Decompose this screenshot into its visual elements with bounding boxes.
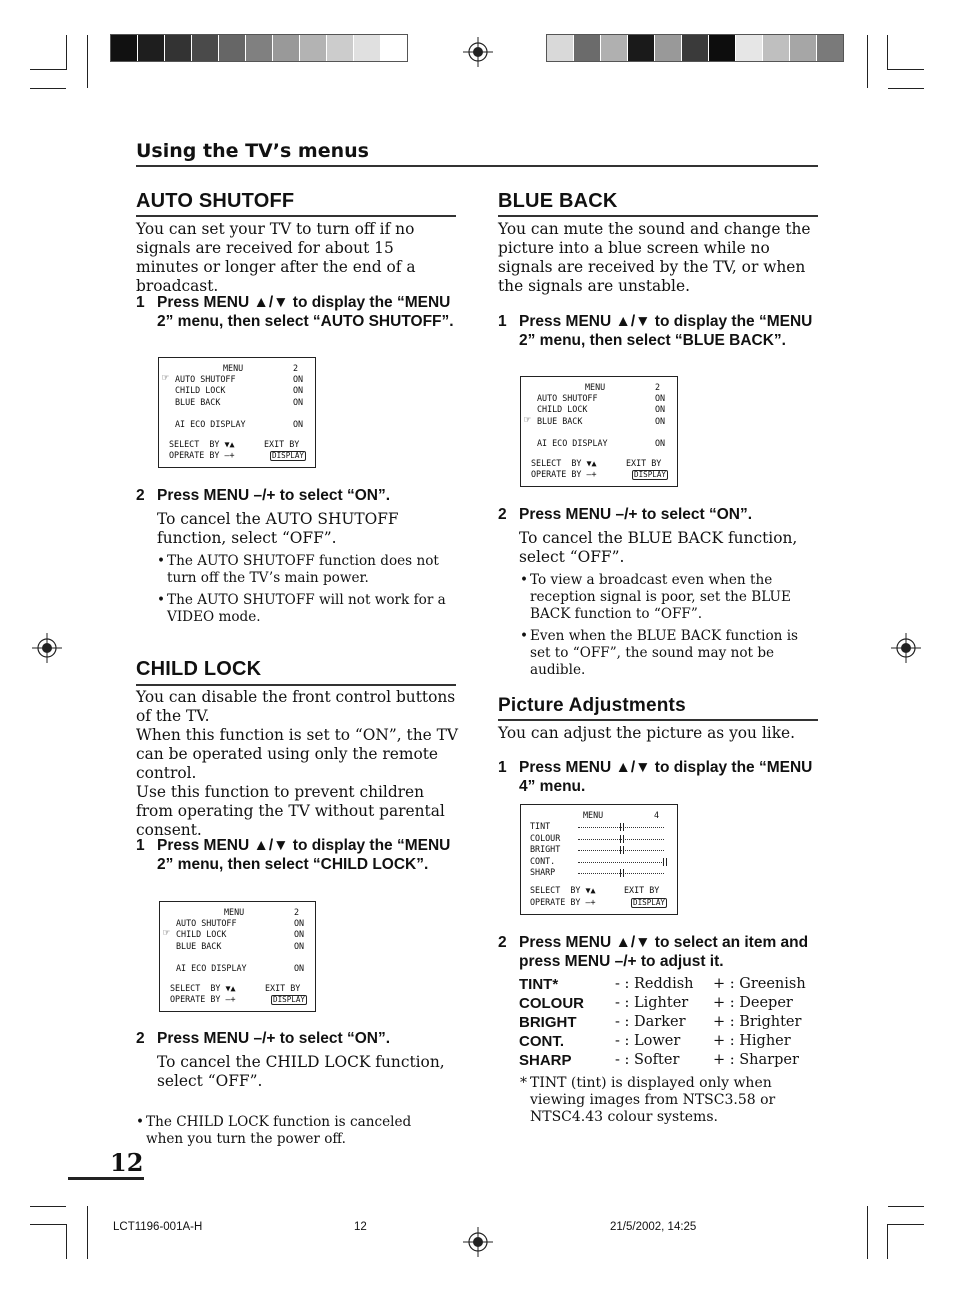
step-number: 2 [136,1030,145,1047]
menu-item-label: BLUE BACK [176,941,222,951]
child-lock-cancel: To cancel the CHILD LOCK function, select “OFF”. [157,1053,445,1090]
adjust-item: COLOUR [519,995,584,1012]
level-marker [620,823,621,831]
menu-item-label: AUTO SHUTOFF [175,374,236,384]
step-number: 1 [136,837,145,854]
level-track [578,827,664,828]
menu4-screen [520,804,678,915]
auto-shutoff-step2 [136,486,462,505]
plus-effect: + : Sharper [713,1052,799,1068]
level-marker [623,835,624,843]
child-lock-intro [136,688,458,840]
display-key-wrap [271,994,307,1005]
plus-effect: + : Deeper [713,995,793,1011]
level-marker [623,869,624,877]
blue-back-step1 [498,312,824,350]
menu-item-label: CHILD LOCK [175,385,226,395]
level-track [578,873,664,874]
table-row [519,1033,806,1052]
blue-back-heading: BLUE BACK [498,190,618,212]
menu-item-value: ON [655,393,666,403]
hand-pointer-icon: ☞ [163,926,170,939]
menu-item-value: ON [293,385,304,395]
menu-item-label: TINT [530,821,551,831]
step-text: Press MENU ▲/▼ to display the “MENU 2” menu, then select “CHILD LOCK”. [157,837,451,873]
color-swatch [246,35,273,61]
note-text: To view a broadcast even when the reception signal is poor, set the BLUE BACK function to “OFF”. [530,572,791,622]
plus-effect: + : Greenish [713,976,806,992]
menu2-screen-blue-back [520,376,678,487]
menu-number: 2 [655,382,661,392]
table-row [519,1014,806,1033]
registration-mark-icon [463,1227,493,1257]
intro-line: Use this function to prevent children from operating the TV without parental consent. [136,783,445,839]
color-swatch [327,35,354,61]
color-swatch [354,35,381,61]
note-text: The CHILD LOCK function is canceled when you turn the power off. [146,1114,412,1147]
table-row [519,976,806,995]
color-swatch [709,35,736,61]
exit-hint: EXIT BY [624,885,660,895]
color-swatch [111,35,138,61]
footer-doc-code: LCT1196-001A-H [113,1221,203,1233]
heading-rule [498,215,818,217]
step-number: 1 [498,759,507,776]
footnote-text: TINT (tint) is displayed only when viewing images from NTSC3.58 or NTSC4.43 colour systems. [530,1075,776,1125]
menu2-screen-auto-shutoff [158,357,316,468]
select-hint: SELECT BY ▼▲ [169,439,235,449]
level-marker [620,835,621,843]
menu-item-value: ON [655,416,666,426]
adjust-item: CONT. [519,1033,564,1050]
intro-line: When this function is set to “ON”, the TV can be operated using only the remote control. [136,726,458,782]
auto-shutoff-heading: AUTO SHUTOFF [136,190,295,212]
adjustment-table [519,976,806,1071]
operate-hint: OPERATE BY –+ [530,897,596,907]
note-item: • The CHILD LOCK function is canceled when you turn the power off. [136,1114,412,1147]
heading-rule [136,684,456,686]
menu-item-value: ON [655,438,666,448]
step-text: Press MENU ▲/▼ to display the “MENU 4” menu. [519,759,813,795]
menu-number: 4 [654,810,660,820]
picture-adjustments-heading: Picture Adjustments [498,695,686,716]
color-swatch [682,35,709,61]
color-swatch [655,35,682,61]
menu-title: MENU [224,907,245,917]
color-swatch [574,35,601,61]
picture-step2 [498,933,824,971]
plus-effect: + : Higher [713,1033,791,1049]
plus-effect: + : Brighter [713,1014,802,1030]
menu2-screen-child-lock [159,901,316,1012]
child-lock-heading: CHILD LOCK [136,658,262,680]
exit-hint: EXIT BY [264,439,300,449]
menu-item-label: AI ECO DISPLAY [537,438,608,448]
color-swatch [763,35,790,61]
step-text: Press MENU ▲/▼ to select an item and press MENU –/+ to adjust it. [519,934,809,970]
color-swatch [817,35,843,61]
color-swatch [547,35,574,61]
step-number: 2 [498,506,507,523]
hand-pointer-icon: ☞ [162,371,169,384]
page-number: 12 [110,1148,144,1177]
step-number: 1 [498,313,507,330]
operate-hint: OPERATE BY –+ [169,450,235,460]
note-text: Even when the BLUE BACK function is set to “OFF”, the sound may not be audible. [530,628,799,678]
auto-shutoff-cancel: To cancel the AUTO SHUTOFF function, select “OFF”. [157,510,399,547]
menu-title: MENU [583,810,604,820]
menu-item-label: AI ECO DISPLAY [176,963,247,973]
color-swatch [219,35,246,61]
exit-hint: EXIT BY [265,983,301,993]
note-item: • The AUTO SHUTOFF will not work for a VIDEO mode. [157,592,446,625]
menu-item-label: AI ECO DISPLAY [175,419,246,429]
blue-back-step2 [498,505,824,524]
note-text: The AUTO SHUTOFF will not work for a VIDEO mode. [167,592,446,625]
level-track [578,862,664,863]
auto-shutoff-step1 [136,293,462,331]
adjust-item: SHARP [519,1052,572,1069]
level-track [578,839,664,840]
level-marker [623,823,624,831]
select-hint: SELECT BY ▼▲ [530,885,596,895]
level-track [578,850,664,851]
level-marker [620,869,621,877]
adjust-item: BRIGHT [519,1014,577,1031]
operate-hint: OPERATE BY –+ [531,469,597,479]
color-swatch [192,35,219,61]
select-hint: SELECT BY ▼▲ [170,983,236,993]
menu-item-label: CHILD LOCK [537,404,588,414]
auto-shutoff-intro: You can set your TV to turn off if no signals are received for about 15 minutes or longer after the end of a broadcast. [136,220,416,295]
color-swatch [628,35,655,61]
menu-item-label: BRIGHT [530,844,561,854]
display-key: DISPLAY [273,995,306,1004]
picture-step1 [498,758,824,796]
child-lock-step2 [136,1029,462,1048]
operate-hint: OPERATE BY –+ [170,994,236,1004]
level-marker [623,846,624,854]
menu-title: MENU [585,382,606,392]
display-key-wrap [270,450,306,461]
color-swatch [138,35,165,61]
blue-back-cancel: To cancel the BLUE BACK function, select “OFF”. [519,529,798,566]
menu-item-value: ON [294,929,305,939]
display-key: DISPLAY [272,451,305,460]
menu-title: MENU [223,363,244,373]
step-text: Press MENU –/+ to select “ON”. [157,1030,391,1047]
display-key-wrap [632,469,668,480]
minus-effect: - : Lower [615,1033,681,1049]
note-item: • Even when the BLUE BACK function is set to “OFF”, the sound may not be audible. [520,628,799,678]
table-row [519,1052,806,1071]
picture-intro: You can adjust the picture as you like. [498,724,796,742]
level-marker [666,858,667,866]
step-number: 2 [498,934,507,951]
menu-number: 2 [293,363,299,373]
intro-line: You can disable the front control buttons of the TV. [136,688,456,725]
menu-item-value: ON [294,918,305,928]
menu-item-value: ON [293,374,304,384]
registration-mark-icon [32,633,62,663]
heading-rule [498,719,818,721]
heading-rule [136,215,456,217]
footnote-mark: * [520,1075,527,1091]
note-text: The AUTO SHUTOFF function does not turn off the TV’s main power. [167,553,439,586]
registration-mark-icon [463,37,493,67]
menu-item-label: COLOUR [530,833,561,843]
level-marker [663,858,664,866]
menu-item-value: ON [655,404,666,414]
menu-item-label: BLUE BACK [175,397,221,407]
footer-datetime: 21/5/2002, 14:25 [610,1221,697,1233]
color-bar-right [546,34,844,62]
footer-page: 12 [354,1221,367,1233]
menu-item-value: ON [293,419,304,429]
display-key: DISPLAY [634,470,667,479]
menu-item-label: AUTO SHUTOFF [537,393,598,403]
page-number-rule [68,1177,144,1180]
step-text: Press MENU ▲/▼ to display the “MENU 2” menu, then select “BLUE BACK”. [519,313,813,349]
hand-pointer-icon: ☞ [524,413,531,426]
menu-item-label: CONT. [530,856,556,866]
section-rule [136,165,818,167]
table-row [519,995,806,1014]
menu-item-label: AUTO SHUTOFF [176,918,237,928]
registration-mark-icon [891,633,921,663]
menu-item-value: ON [294,963,305,973]
color-bar-left [110,34,408,62]
select-hint: SELECT BY ▼▲ [531,458,597,468]
minus-effect: - : Lighter [615,995,689,1011]
color-swatch [790,35,817,61]
menu-item-label: BLUE BACK [537,416,583,426]
color-swatch [736,35,763,61]
step-number: 1 [136,294,145,311]
step-text: Press MENU –/+ to select “ON”. [157,487,391,504]
adjust-item: TINT* [519,976,559,993]
blue-back-intro: You can mute the sound and change the picture into a blue screen while no signals are received by the TV, or when the signals are unstable. [498,220,811,295]
level-marker [620,846,621,854]
color-swatch [165,35,192,61]
step-number: 2 [136,487,145,504]
color-swatch [601,35,628,61]
color-swatch [273,35,300,61]
note-item: • The AUTO SHUTOFF function does not turn off the TV’s main power. [157,553,439,586]
note-item: • To view a broadcast even when the reception signal is poor, set the BLUE BACK function to “OFF”. [520,572,791,622]
menu-item-value: ON [294,941,305,951]
section-title: Using the TV’s menus [136,140,369,162]
menu-number: 2 [294,907,300,917]
minus-effect: - : Darker [615,1014,686,1030]
footnote [520,1075,820,1126]
child-lock-step1 [136,836,462,874]
menu-item-label: SHARP [530,867,556,877]
menu-item-label: CHILD LOCK [176,929,227,939]
step-text: Press MENU –/+ to select “ON”. [519,506,753,523]
step-text: Press MENU ▲/▼ to display the “MENU 2” menu, then select “AUTO SHUTOFF”. [157,294,454,330]
minus-effect: - : Reddish [615,976,694,992]
color-swatch [300,35,327,61]
minus-effect: - : Softer [615,1052,680,1068]
display-key: DISPLAY [633,898,666,907]
menu-item-value: ON [293,397,304,407]
exit-hint: EXIT BY [626,458,662,468]
color-swatch [381,35,407,61]
